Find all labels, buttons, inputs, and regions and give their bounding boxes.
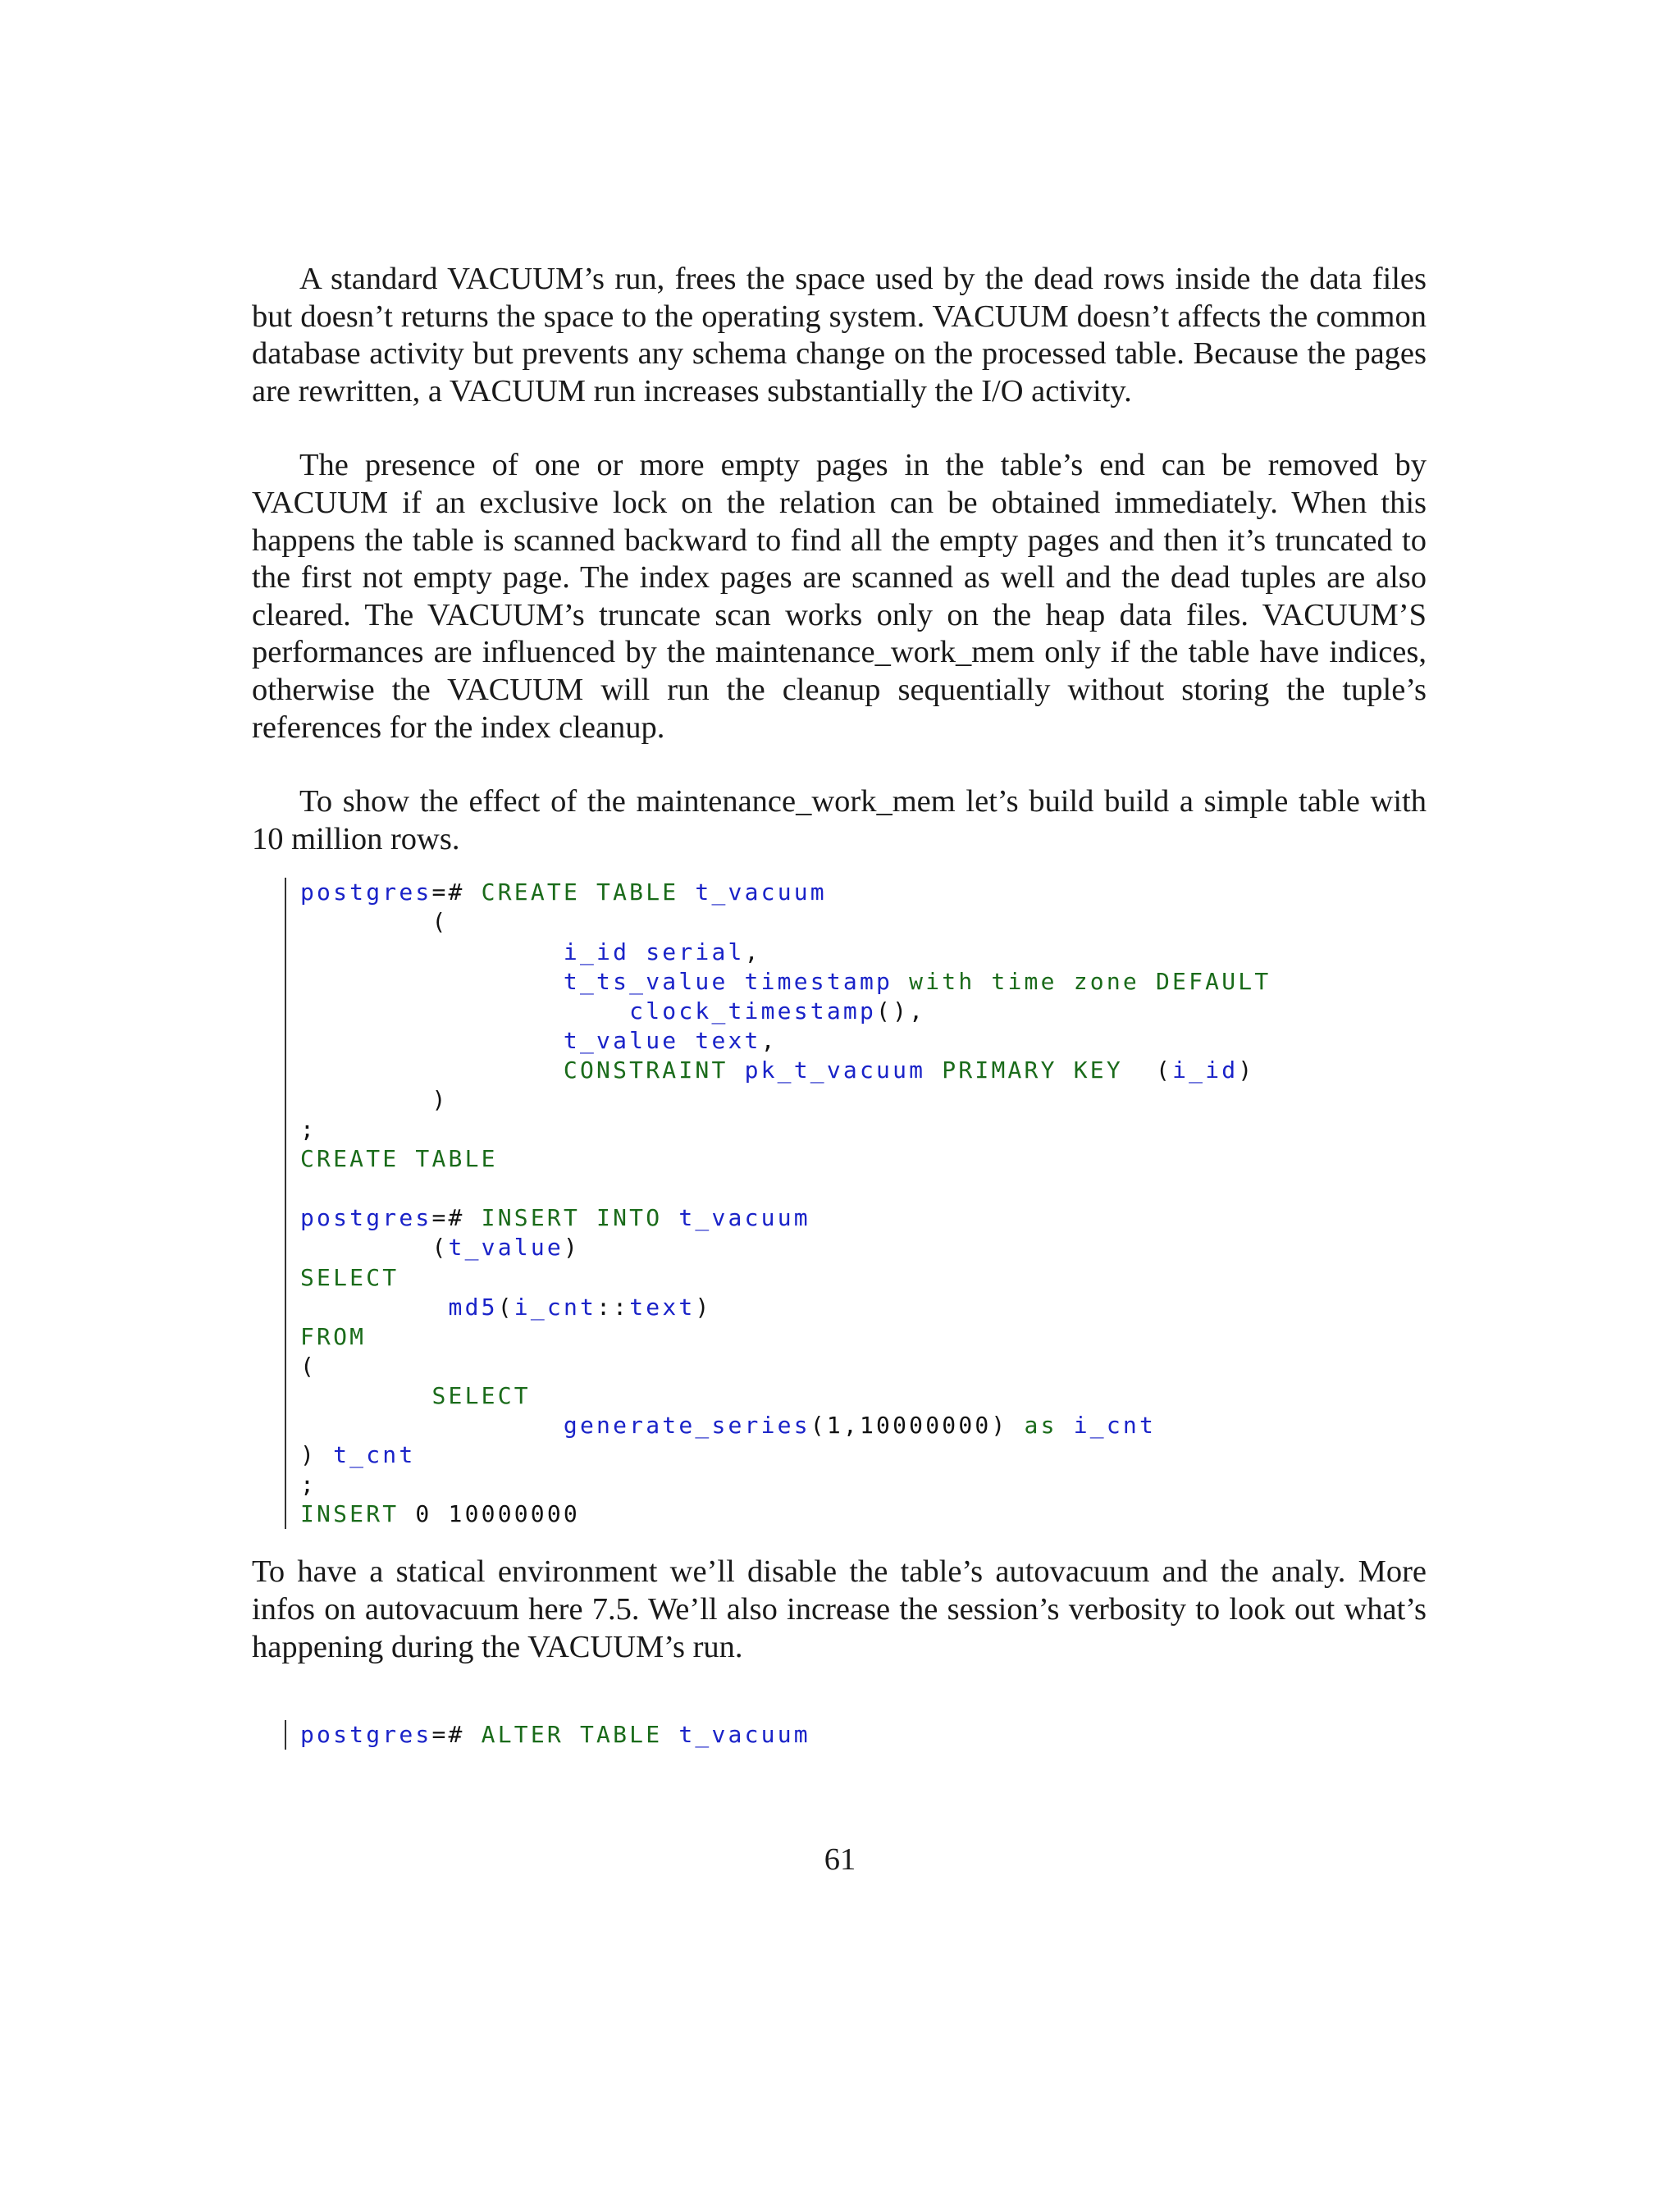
- code-token: (: [300, 1234, 449, 1262]
- paragraph-example-intro: To show the effect of the maintenance_work_mem let’s build build a simple table with 10 million rows.: [252, 784, 1427, 856]
- paragraph-empty-pages: The presence of one or more empty pages in the table’s end can be removed by VACUUM if an exclusive lock on the relation can be obtained immediately. When this happens the table is scanned backward to find all the empty pages and then it’s truncated to the first not empty page. The index pages are scanned as well and the dead tuples are also cleared. The VACUUM’s truncate scan works only on the heap data files. VACUUM’S performances are influenced by the maintenance_work_mem only if the table have indices, otherwise the VACUUM will run the cleanup sequentially without storing the tuple’s references for the index cleanup.: [252, 448, 1427, 745]
- code-token: t_value: [448, 1234, 564, 1262]
- code-token: postgres: [300, 1721, 432, 1749]
- paragraph-vacuum-intro: A standard VACUUM’s run, frees the space used by the dead rows inside the data files but doesn’t returns the space to the operating system. VACUUM doesn’t affects the common database activity but prevents any schema change on the processed table. Because the pages are rewritten, a VACUUM run increases substantially the I/O activity.: [252, 262, 1427, 408]
- code-token: generate_series: [563, 1412, 810, 1439]
- code-token: ,: [760, 1026, 778, 1054]
- code-line: [300, 1203, 1427, 1233]
- code-line: [300, 1352, 1427, 1381]
- code-line: [300, 1174, 1427, 1203]
- code-token: [300, 1027, 564, 1054]
- code-token: (: [300, 908, 449, 936]
- code-token: INSERT INTO: [481, 1204, 679, 1232]
- code-token: postgres: [300, 1204, 432, 1232]
- code-line: [300, 1470, 1427, 1499]
- code-token: (: [497, 1293, 514, 1321]
- code-token: as: [1024, 1412, 1074, 1439]
- code-line: [300, 1411, 1427, 1440]
- code-token: ): [1238, 1056, 1255, 1084]
- code-line: [300, 1720, 1427, 1750]
- code-token: i_id: [1172, 1056, 1239, 1084]
- code-line: [300, 1440, 1427, 1470]
- code-token: pk_t_vacuum: [744, 1056, 943, 1084]
- code-token: postgres: [300, 879, 432, 906]
- code-token: ::: [596, 1293, 630, 1321]
- code-token: [300, 1412, 564, 1439]
- code-token: ): [563, 1234, 580, 1262]
- code-token: =#: [431, 879, 482, 906]
- code-token: (),: [876, 997, 926, 1025]
- code-token: i_id serial: [563, 938, 745, 965]
- code-token: clock_timestamp: [629, 997, 877, 1025]
- code-token: text: [629, 1293, 696, 1321]
- code-line: [300, 1499, 1427, 1529]
- code-block-create-insert: [285, 878, 1427, 1529]
- code-token: INSERT: [300, 1500, 416, 1528]
- page-number: 61: [824, 1842, 856, 1877]
- code-token: ;: [300, 1116, 317, 1143]
- code-token: i_cnt: [1073, 1412, 1157, 1439]
- code-token: CREATE TABLE: [481, 879, 696, 906]
- code-token: with time zone DEFAULT: [909, 967, 1271, 995]
- code-token: ,: [744, 938, 761, 965]
- code-line: [300, 1115, 1427, 1144]
- page-content: [252, 261, 1427, 1750]
- code-token: =#: [431, 1204, 482, 1232]
- code-token: (: [1139, 1056, 1173, 1084]
- code-token: [300, 1382, 431, 1409]
- paragraph-autovacuum: To have a statical environment we’ll disable the table’s autovacuum and the analy. More infos on autovacuum here 7.5. We’ll also increase the session’s verbosity to look out what’s happening during the VACUUM’s run.: [252, 1554, 1427, 1664]
- code-line: [300, 878, 1427, 907]
- code-token: ;: [300, 1471, 317, 1499]
- code-line: [300, 1056, 1427, 1085]
- code-token: [300, 938, 564, 965]
- code-token: [300, 1056, 564, 1084]
- code-token: t_ts_value timestamp: [563, 967, 910, 995]
- code-token: (: [300, 1352, 317, 1380]
- code-line: [300, 1085, 1427, 1115]
- code-token: [300, 997, 629, 1025]
- code-token: t_vacuum: [695, 879, 827, 906]
- code-line: [300, 938, 1427, 967]
- code-line: [300, 1233, 1427, 1262]
- code-token: FROM: [300, 1322, 367, 1350]
- code-token: =#: [431, 1721, 482, 1749]
- code-token: [300, 968, 564, 995]
- code-token: i_cnt: [514, 1293, 597, 1321]
- code-token: SELECT: [431, 1381, 531, 1409]
- code-line: [300, 997, 1427, 1026]
- code-line: [300, 1026, 1427, 1056]
- code-token: t_vacuum: [678, 1721, 810, 1749]
- code-line: [300, 1293, 1427, 1322]
- code-line: [300, 1381, 1427, 1411]
- code-token: t_vacuum: [678, 1204, 810, 1232]
- code-token: 0 10000000: [415, 1500, 580, 1528]
- code-token: t_value text: [563, 1026, 761, 1054]
- code-token: [300, 1294, 449, 1321]
- code-token: SELECT: [300, 1263, 399, 1291]
- code-token: ): [300, 1441, 334, 1469]
- code-line: [300, 967, 1427, 997]
- code-line: [300, 1144, 1427, 1174]
- code-token: ALTER TABLE: [481, 1721, 679, 1749]
- code-token: ): [695, 1293, 712, 1321]
- code-line: [300, 1322, 1427, 1352]
- code-token: ): [300, 1085, 449, 1113]
- code-token: CONSTRAINT: [563, 1056, 745, 1084]
- code-token: PRIMARY KEY: [942, 1056, 1139, 1084]
- code-line: [300, 907, 1427, 937]
- code-line: [300, 1263, 1427, 1293]
- code-token: CREATE TABLE: [300, 1145, 498, 1173]
- code-token: (1,10000000): [810, 1412, 1025, 1439]
- code-block-alter-table: [285, 1720, 1427, 1750]
- code-token: md5: [448, 1293, 498, 1321]
- code-token: t_cnt: [333, 1441, 416, 1469]
